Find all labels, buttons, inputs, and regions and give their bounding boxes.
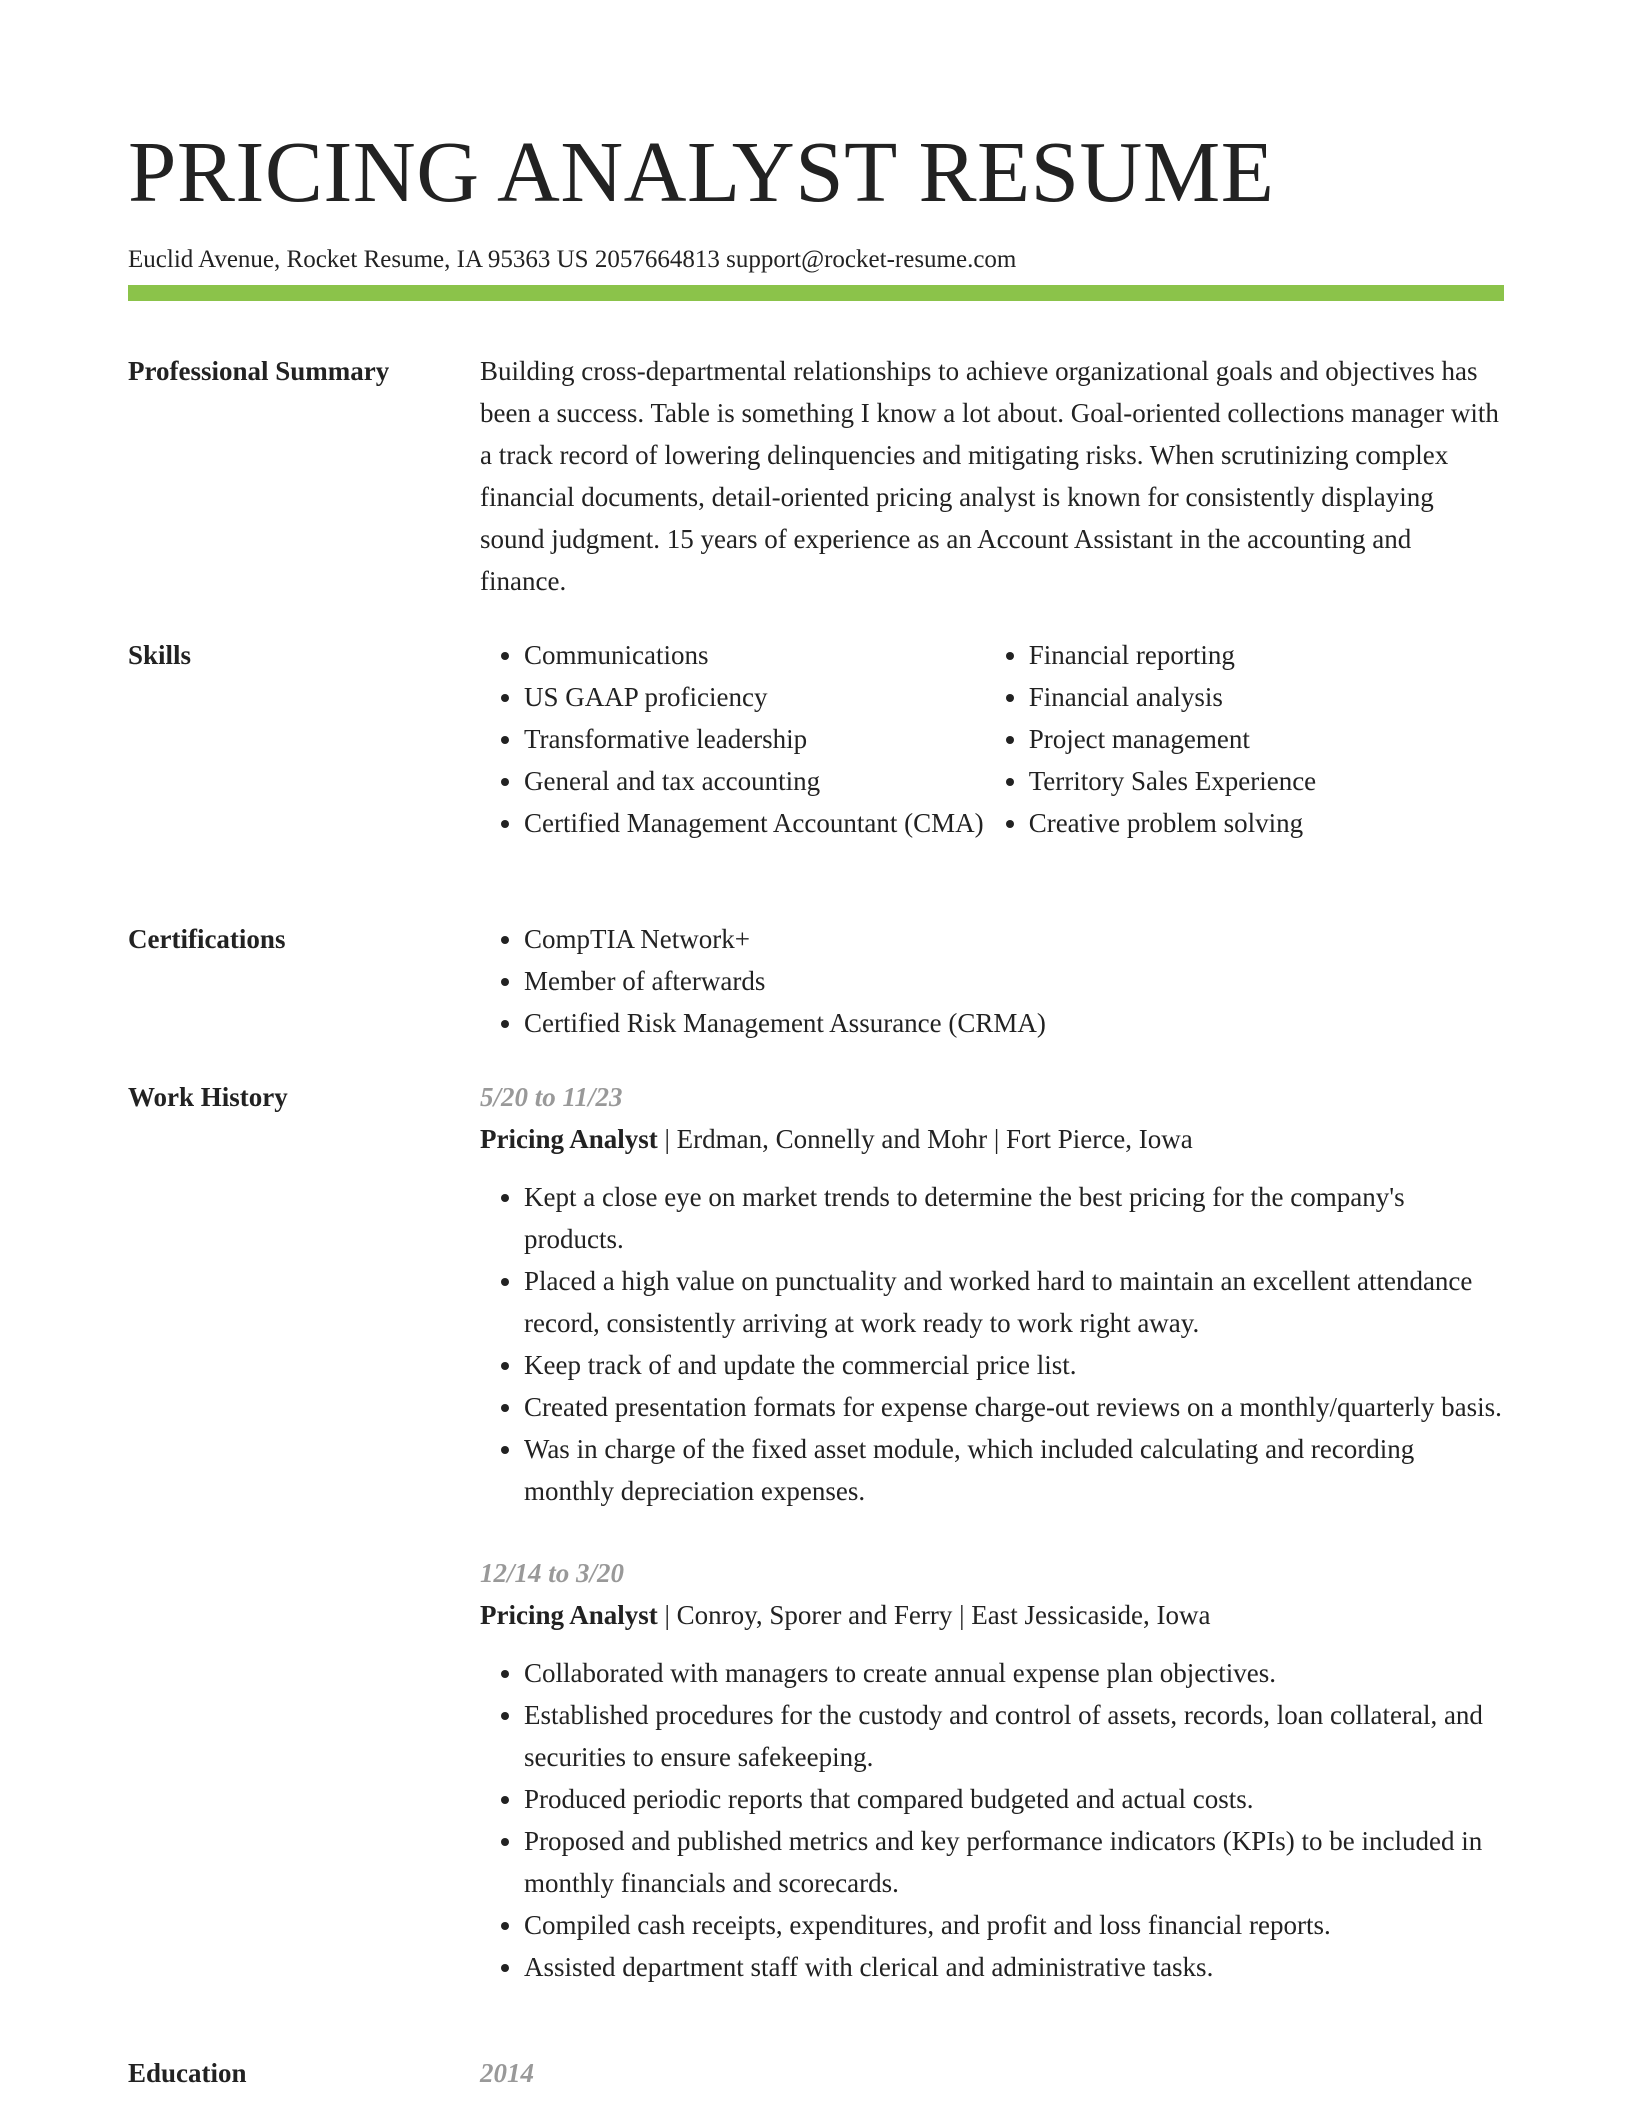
summary-content [480,350,1504,602]
skill-item: • Project management [1029,718,1504,760]
job-bullet: • Established procedures for the custody and control of assets, records, loan collateral, and securities to ensure safekeeping. [524,1694,1504,1778]
job-bullet: • Produced periodic reports that compared budgeted and actual costs. [524,1778,1504,1820]
skills-label: Skills [128,640,192,670]
skills-content [480,634,1504,844]
job-title: Pricing Analyst [480,1124,658,1154]
education-content [480,2052,1504,2094]
skills-list-left [480,634,985,844]
resume-header [128,118,1504,276]
job-bullet: • Kept a close eye on market trends to determine the best pricing for the company's products. [524,1176,1504,1260]
job-bullet: • Placed a high value on punctuality and worked hard to maintain an excellent attendance record, consistently arriving at work ready to work right away. [524,1260,1504,1344]
job-entry [480,1552,1504,1988]
skill-item: • Certified Management Accountant (CMA) [524,802,985,844]
skill-item: • Communications [524,634,985,676]
work-history-content [480,1076,1504,1988]
job-bullets [480,1176,1504,1512]
job-details: | Conroy, Sporer and Ferry | East Jessicaside, Iowa [657,1600,1211,1630]
job-bullet: • Compiled cash receipts, expenditures, and profit and loss financial reports. [524,1904,1504,1946]
education-date: 2014 [480,2058,534,2088]
job-bullet: • Keep track of and update the commercial price list. [524,1344,1504,1386]
skills-list-right [985,634,1504,844]
education-label: Education [128,2058,247,2088]
job-bullets [480,1652,1504,1988]
accent-divider [128,285,1504,301]
job-bullet: • Collaborated with managers to create annual expense plan objectives. [524,1652,1504,1694]
skill-item: • US GAAP proficiency [524,676,985,718]
job-date: 5/20 to 11/23 [480,1082,623,1112]
skill-item: • Financial analysis [1029,676,1504,718]
certifications-label: Certifications [128,924,286,954]
job-line [480,1594,1504,1636]
skill-item: • Creative problem solving [1029,802,1504,844]
page-title: PRICING ANALYST RESUME [128,123,1275,220]
skill-item: • Transformative leadership [524,718,985,760]
job-entry [480,1076,1504,1512]
job-date: 12/14 to 3/20 [480,1558,625,1588]
skill-item: • Territory Sales Experience [1029,760,1504,802]
certifications-list [480,918,1504,1044]
job-bullet: • Created presentation formats for expense charge-out reviews on a monthly/quarterly basis. [524,1386,1504,1428]
job-title: Pricing Analyst [480,1600,658,1630]
certification-item: • CompTIA Network+ [524,918,1504,960]
contact-line: Euclid Avenue, Rocket Resume, IA 95363 US 2057664813 support@rocket-resume.com [128,246,1017,273]
certification-item: • Member of afterwards [524,960,1504,1002]
job-bullet: • Proposed and published metrics and key performance indicators (KPIs) to be included in monthly financials and scorecards. [524,1820,1504,1904]
job-line [480,1118,1504,1160]
certification-item: • Certified Risk Management Assurance (CRMA) [524,1002,1504,1044]
summary-text: Building cross-departmental relationships to achieve organizational goals and objectives has been a success. Table is something I know a lot about. Goal-oriented collections manager with a track record of lowering delinquencies and mitigating risks. When scrutinizing complex financial documents, detail-oriented pricing analyst is known for consistently displaying sound judgment. 15 years of experience as an Account Assistant in the accounting and finance. [480,356,1499,596]
skill-item: • Financial reporting [1029,634,1504,676]
certifications-content [480,918,1504,1044]
job-details: | Erdman, Connelly and Mohr | Fort Pierce, Iowa [657,1124,1193,1154]
job-bullet: • Was in charge of the fixed asset module, which included calculating and recording monthly depreciation expenses. [524,1428,1504,1512]
skill-item: • General and tax accounting [524,760,985,802]
job-bullet: • Assisted department staff with clerical and administrative tasks. [524,1946,1504,1988]
work-history-label: Work History [128,1082,288,1112]
summary-label: Professional Summary [128,356,390,386]
